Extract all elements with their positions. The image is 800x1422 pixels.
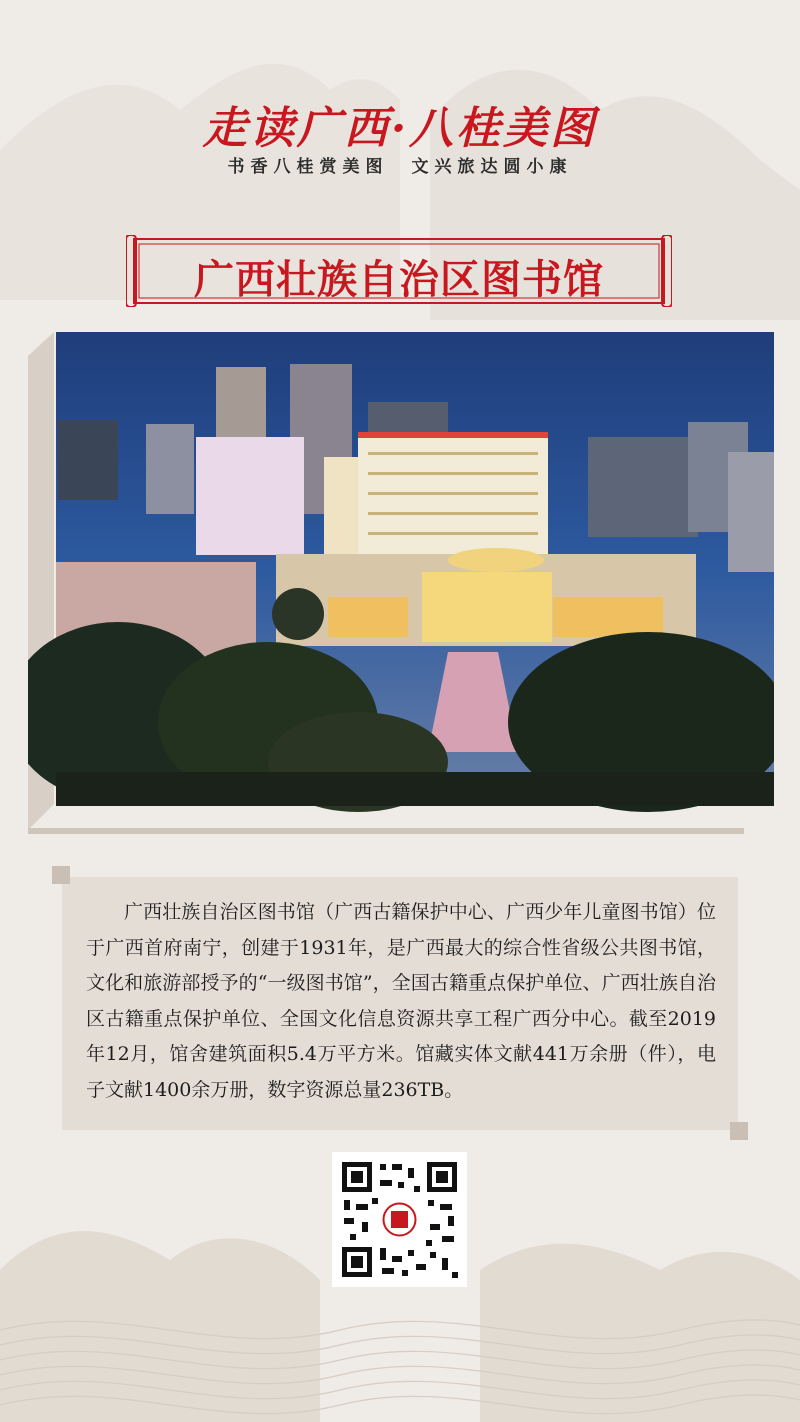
brand-subtitle: 书香八桂赏美图 文兴旅达圆小康 <box>227 157 573 177</box>
panel-corner-decoration <box>52 866 70 884</box>
qr-code-icon <box>332 1152 467 1287</box>
description-text: 广西壮族自治区图书馆（广西古籍保护中心、广西少年儿童图书馆）位于广西首府南宁，创建于1931年，是广西最大的综合性省级公共图书馆，文化和旅游部授予的“一级图书馆”，全国古籍重点保护单位、广西壮族自治区古籍重点保护单位、全国文化信息资源共享工程广西分中心。截至2019年12月，馆舍建筑面积5.4万平方米。馆藏实体文献441万余册（件），电子文献1400余万册，数字资源总量236TB。 <box>86 901 716 1101</box>
title-scroll-banner <box>126 235 672 307</box>
library-photo-frame <box>28 332 774 834</box>
library-night-photo <box>28 332 774 834</box>
description-panel <box>62 877 738 1130</box>
panel-corner-decoration <box>730 1122 748 1140</box>
brand-title: 走读广西·八桂美图 <box>202 103 598 154</box>
qr-code[interactable] <box>332 1152 467 1287</box>
page-title: 广西壮族自治区图书馆 <box>194 256 604 303</box>
